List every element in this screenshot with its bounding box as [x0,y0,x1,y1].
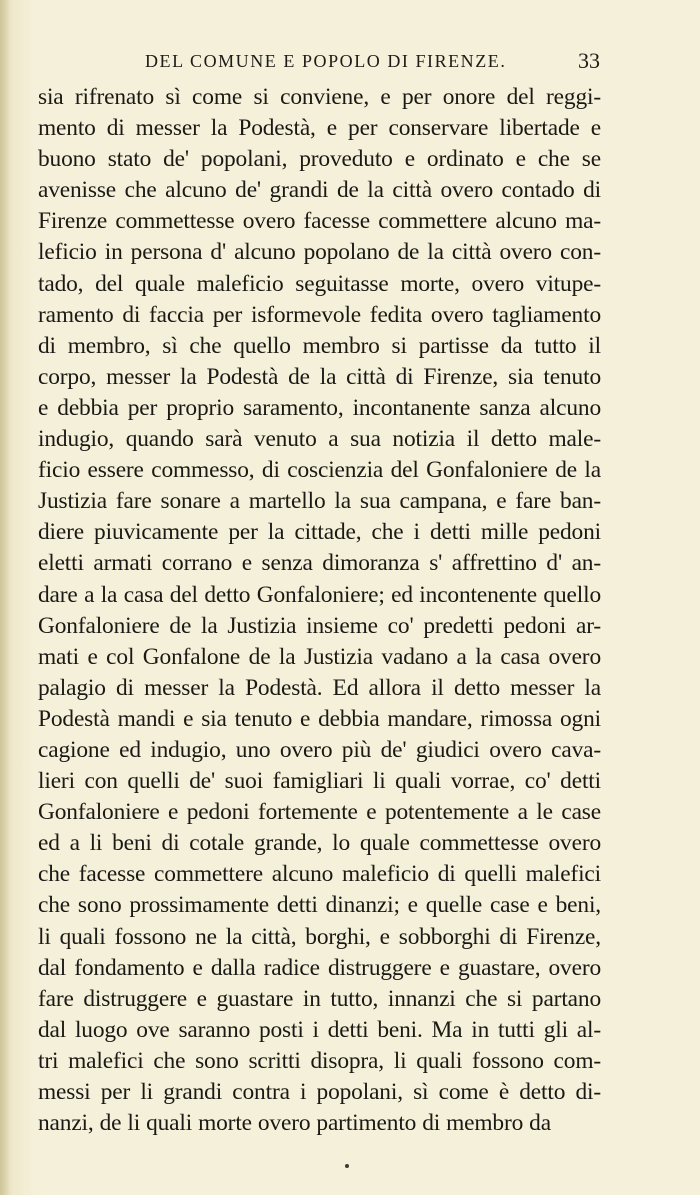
text-line: mati e col Gonfalone de la Justizia vadano a la casa overo [38,643,601,670]
page-mark-dot [345,1164,349,1168]
text-line: ramento di faccia per isformevole fedita overo tagliamento [38,301,601,328]
text-line: Gonfaloniere e pedoni fortemente e potentemente a le case [38,799,601,826]
text-line: Firenze commettesse overo facesse commettere alcuno ma- [38,208,601,235]
text-line: ficio essere commesso, di coscienzia del Gonfaloniere de la [38,457,601,484]
running-head [145,48,600,78]
text-line: palagio di messer la Podestà. Ed allora il detto messer la [38,674,601,701]
body-text [38,82,601,1139]
text-line: leficio in persona d' alcuno popolano de la città overo con- [38,239,601,266]
text-line: li quali fossono ne la città, borghi, e sobborghi di Firenze, [38,923,601,950]
text-line: eletti armati corrano e senza dimoranza s' affrettino d' an- [38,550,601,577]
page-number: 33 [578,48,600,73]
text-line: buono stato de' popolani, proveduto e ordinato e che se [38,146,601,173]
page-gutter-shadow [0,0,10,1195]
text-line: Justizia fare sonare a martello la sua campana, e fare ban- [38,488,601,515]
text-line: Podestà mandi e sia tenuto e debbia mandare, rimossa ogni [38,705,601,732]
text-line: che facesse commettere alcuno maleficio di quelli malefici [38,861,601,888]
text-line: che sono prossimamente detti dinanzi; e quelle case e beni, [38,892,601,919]
text-line: dare a la casa del detto Gonfaloniere; ed incontenente quello [38,581,601,608]
text-line: messi per li grandi contra i popolani, sì come è detto di- [38,1079,601,1105]
text-line: tri malefici che sono scritti disopra, li quali fossono com- [38,1047,601,1074]
text-line: nanzi, de li quali morte overo partimento di membro da [38,1110,551,1137]
text-line: fare distruggere e guastare in tutto, innanzi che si partano [38,985,601,1012]
text-line: dal luogo ove saranno posti i detti beni. Ma in tutti gli al- [38,1016,601,1043]
running-head-title: DEL COMUNE E POPOLO DI FIRENZE. [145,51,507,71]
text-line: di membro, sì che quello membro si partisse da tutto il [38,332,601,359]
text-line: dal fondamento e dalla radice distruggere e guastare, overo [38,954,601,981]
text-line: indugio, quando sarà venuto a sua notizia il detto male- [38,426,601,453]
text-line: corpo, messer la Podestà de la città di Firenze, sia tenuto [38,363,601,390]
text-line: cagione ed indugio, uno overo più de' giudici overo cava- [38,736,601,763]
text-line: ed a li beni di cotale grande, lo quale commettesse overo [38,830,601,857]
text-line: avenisse che alcuno de' grandi de la città overo contado di [38,177,601,204]
text-line: sia rifrenato sì come si conviene, e per onore del reggi- [38,84,601,110]
text-line: diere piuvicamente per la cittade, che i detti mille pedoni [38,519,601,546]
text-line: lieri con quelli de' suoi famigliari li quali vorrae, co' detti [38,768,601,795]
text-line: Gonfaloniere de la Justizia insieme co' predetti pedoni ar- [38,612,601,639]
text-line: tado, del quale maleficio seguitasse morte, overo vitupe- [38,270,601,297]
text-line: mento di messer la Podestà, e per conservare libertade e [38,115,601,142]
text-line: e debbia per proprio saramento, incontanente sanza alcuno [38,394,601,421]
